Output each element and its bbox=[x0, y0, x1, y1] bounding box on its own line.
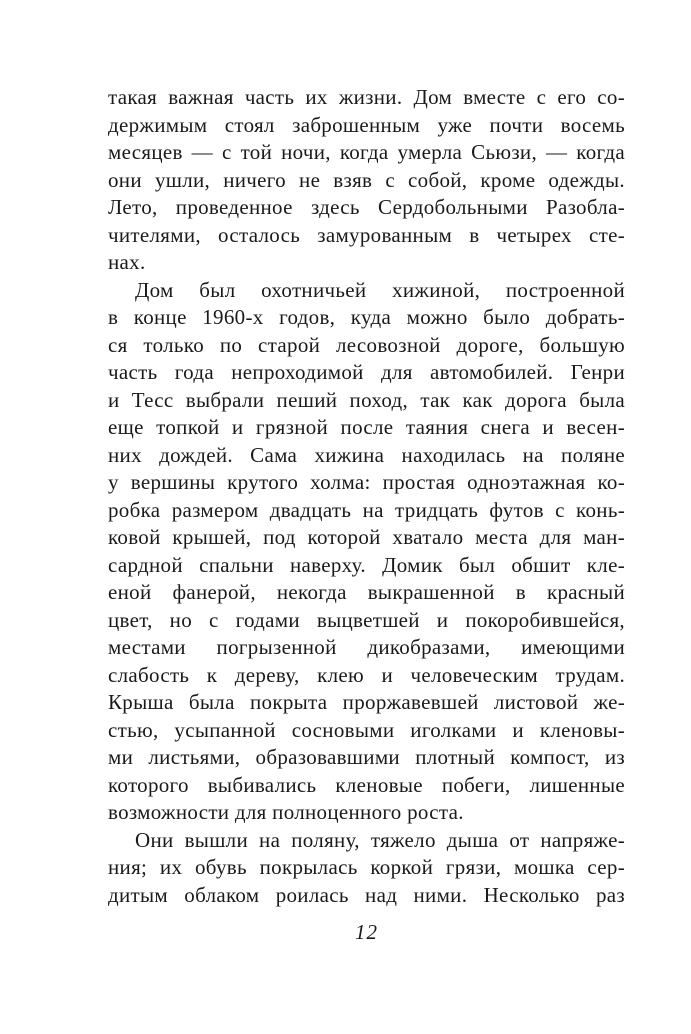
text-line: месяцев — с той ночи, когда умерла Сьюзи, — когда bbox=[108, 140, 625, 164]
text-line: Крыша была покрыта проржавевшей листовой же- bbox=[108, 690, 625, 714]
text-line: Лето, проведенное здесь Сердобольными Разобла- bbox=[108, 195, 625, 219]
text-line: ковой крышей, под которой хватало места для ман- bbox=[108, 525, 625, 549]
text-line: держимым стоял заброшенным уже почти восемь bbox=[108, 112, 625, 137]
text-line: такая важная часть их жизни. Дом вместе с его со- bbox=[108, 85, 625, 109]
text-line: Они вышли на поляну, тяжело дыша от напряже- bbox=[135, 827, 625, 852]
text-line: Дом был охотничьей хижиной, построенной bbox=[135, 277, 625, 302]
text-line: местами погрызенной дикобразами, имеющими bbox=[108, 635, 625, 659]
text-line: ся только по старой лесовозной дороге, большую bbox=[108, 332, 625, 357]
text-line: чителями, осталось замурованным в четырех сте- bbox=[108, 222, 625, 247]
page-number: 12 bbox=[355, 920, 378, 944]
text-line: сардной спальни наверху. Домик был обшит кле- bbox=[108, 552, 625, 577]
paragraph bbox=[108, 277, 625, 827]
text-line: дитым облаком роилась над ними. Несколько раз bbox=[108, 882, 625, 907]
text-line: возможности для полноценного роста. bbox=[108, 800, 464, 824]
text-line: ми листьями, образовавшими плотный компост, из bbox=[108, 745, 625, 769]
paragraph bbox=[108, 827, 625, 910]
text-line: робка размером двадцать на тридцать футов с конь- bbox=[108, 497, 625, 522]
text-line: они ушли, ничего не взяв с собой, кроме одежды. bbox=[108, 167, 625, 192]
text-line: часть года непроходимой для автомобилей. Генри bbox=[108, 360, 625, 384]
text-line: слабость к дереву, клею и человеческим трудам. bbox=[108, 662, 625, 687]
text-line: цвет, но с годами выцветшей и покоробившейся, bbox=[108, 607, 625, 632]
text-line: и Тесс выбрали пеший поход, так как дорога была bbox=[108, 387, 625, 412]
text-line: у вершины крутого холма: простая одноэтажная ко- bbox=[108, 470, 625, 494]
text-line: них дождей. Сама хижина находилась на поляне bbox=[108, 442, 625, 467]
text-line: ния; их обувь покрылась коркой грязи, мошка сер- bbox=[108, 855, 625, 879]
text-line: которого выбивались кленовые побеги, лишенные bbox=[108, 772, 625, 797]
text-line: еной фанерой, некогда выкрашенной в красный bbox=[108, 580, 625, 604]
text-line: еще топкой и грязной после таяния снега и весен- bbox=[108, 415, 625, 439]
paragraph bbox=[108, 84, 625, 277]
book-paragraphs bbox=[108, 84, 625, 909]
text-line: стью, усыпанной сосновыми иголками и кленовы- bbox=[108, 717, 625, 742]
text-line: нах. bbox=[108, 250, 146, 274]
text-line: в конце 1960-х годов, куда можно было добрать- bbox=[108, 305, 625, 329]
